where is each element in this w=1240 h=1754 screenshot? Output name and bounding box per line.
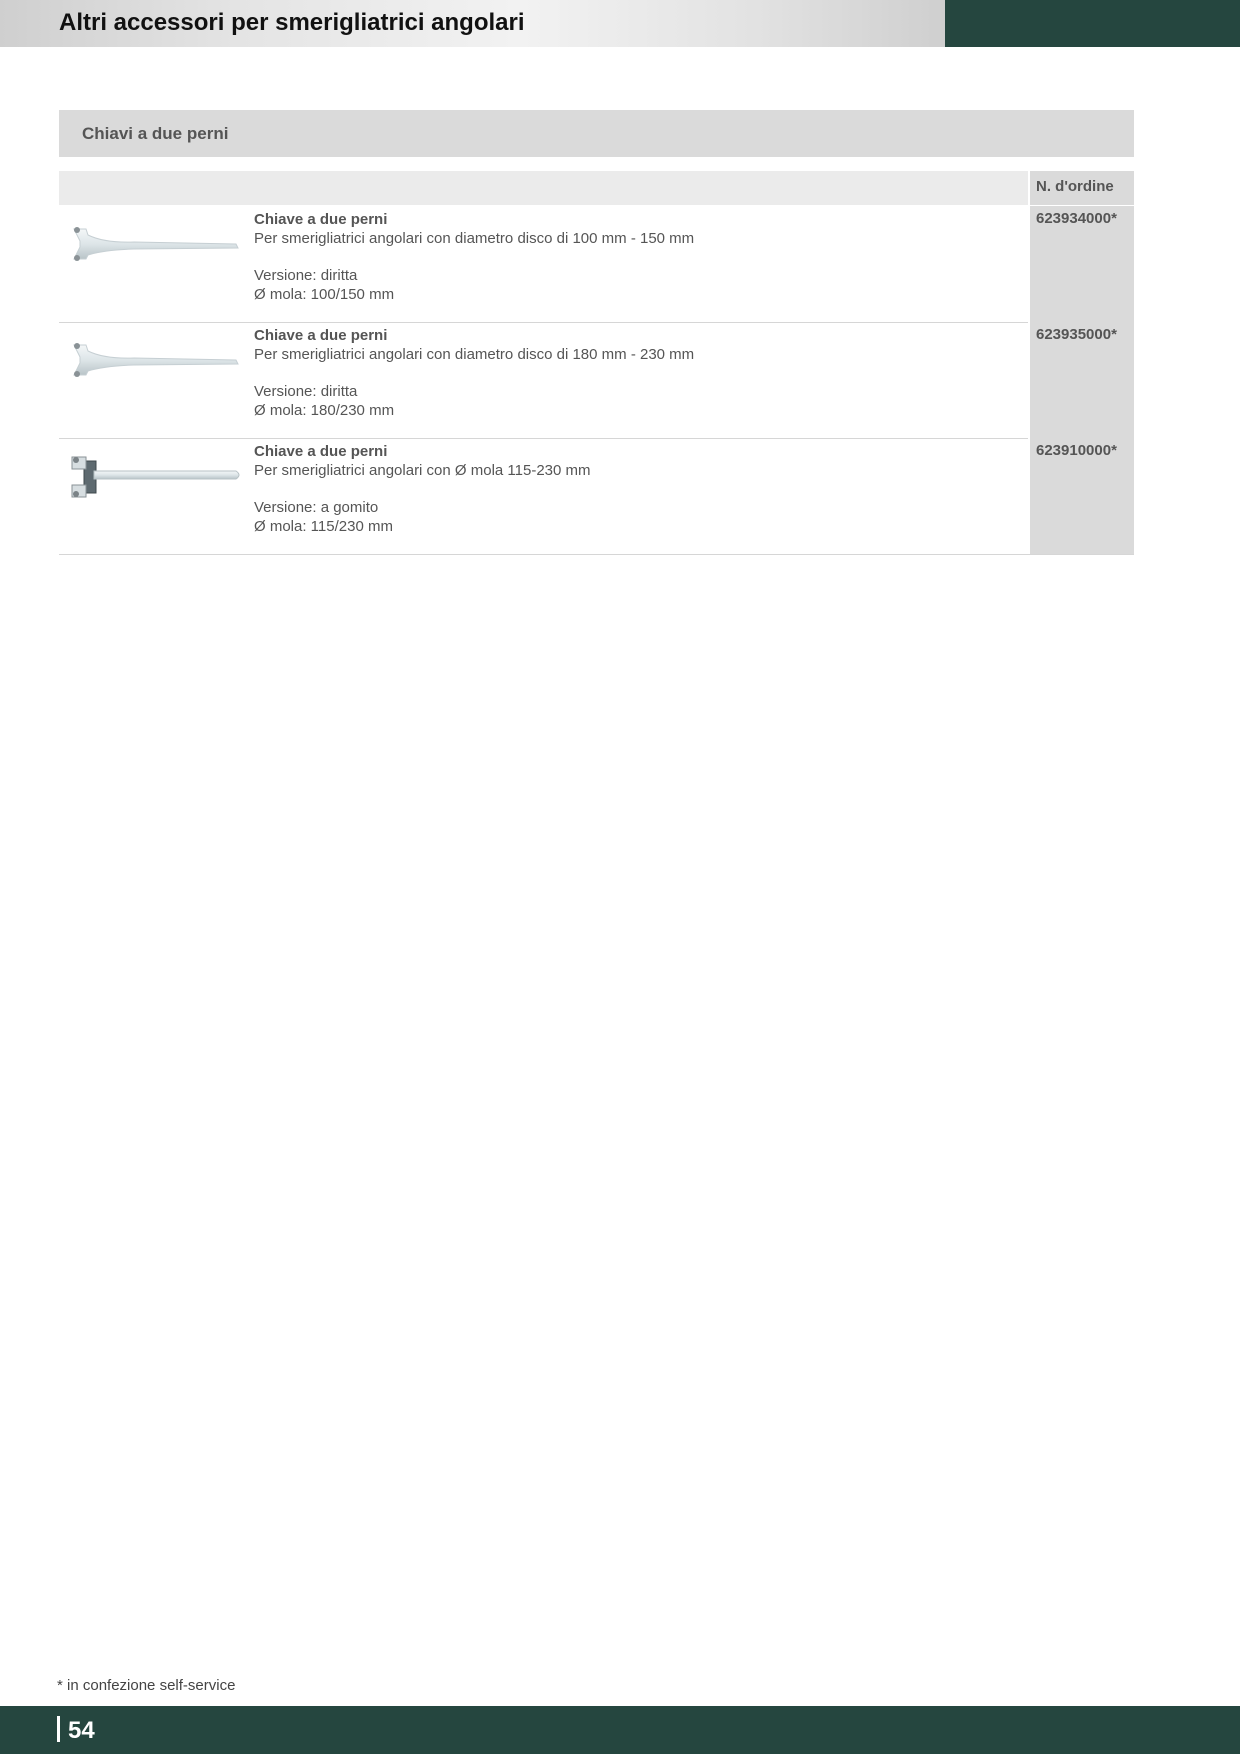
product-usage: Per smerigliatrici angolari con diametro disco di 180 mm - 230 mm — [254, 346, 695, 363]
page-number-divider — [57, 1716, 60, 1742]
product-wheel-diameter: Ø mola: 100/150 mm — [254, 286, 395, 303]
product-version: Versione: a gomito — [254, 499, 379, 516]
straight-pin-wrench-icon — [64, 333, 244, 383]
header-accent-block — [945, 0, 1240, 47]
table-row — [59, 207, 1134, 323]
footnote: * in confezione self-service — [57, 1677, 236, 1694]
product-table — [59, 171, 1134, 555]
table-row — [59, 323, 1134, 439]
angled-pin-wrench-icon — [64, 449, 244, 499]
product-description — [254, 442, 1014, 536]
product-wheel-diameter: Ø mola: 115/230 mm — [254, 518, 393, 535]
page-title: Altri accessori per smerigliatrici angolari — [59, 9, 525, 36]
section-header — [59, 110, 1134, 157]
order-number: 623934000* — [1028, 206, 1134, 322]
table-header-row — [59, 171, 1134, 205]
product-description — [254, 326, 1014, 420]
product-usage: Per smerigliatrici angolari con Ø mola 115-230 mm — [254, 462, 591, 479]
product-version: Versione: diritta — [254, 267, 358, 284]
table-row — [59, 439, 1134, 555]
section-title: Chiavi a due perni — [82, 124, 229, 143]
footer-bar — [0, 1706, 1240, 1754]
product-version: Versione: diritta — [254, 383, 358, 400]
page-number-value: 54 — [68, 1717, 95, 1744]
product-wheel-diameter: Ø mola: 180/230 mm — [254, 402, 395, 419]
straight-pin-wrench-icon — [64, 217, 244, 267]
page-number — [57, 1716, 95, 1745]
product-title: Chiave a due perni — [254, 443, 388, 460]
product-title: Chiave a due perni — [254, 327, 388, 344]
product-description — [254, 210, 1014, 304]
product-usage: Per smerigliatrici angolari con diametro disco di 100 mm - 150 mm — [254, 230, 695, 247]
order-number: 623910000* — [1028, 438, 1134, 554]
order-number-column-header: N. d'ordine — [1028, 171, 1134, 205]
order-number: 623935000* — [1028, 322, 1134, 438]
product-title: Chiave a due perni — [254, 211, 388, 228]
